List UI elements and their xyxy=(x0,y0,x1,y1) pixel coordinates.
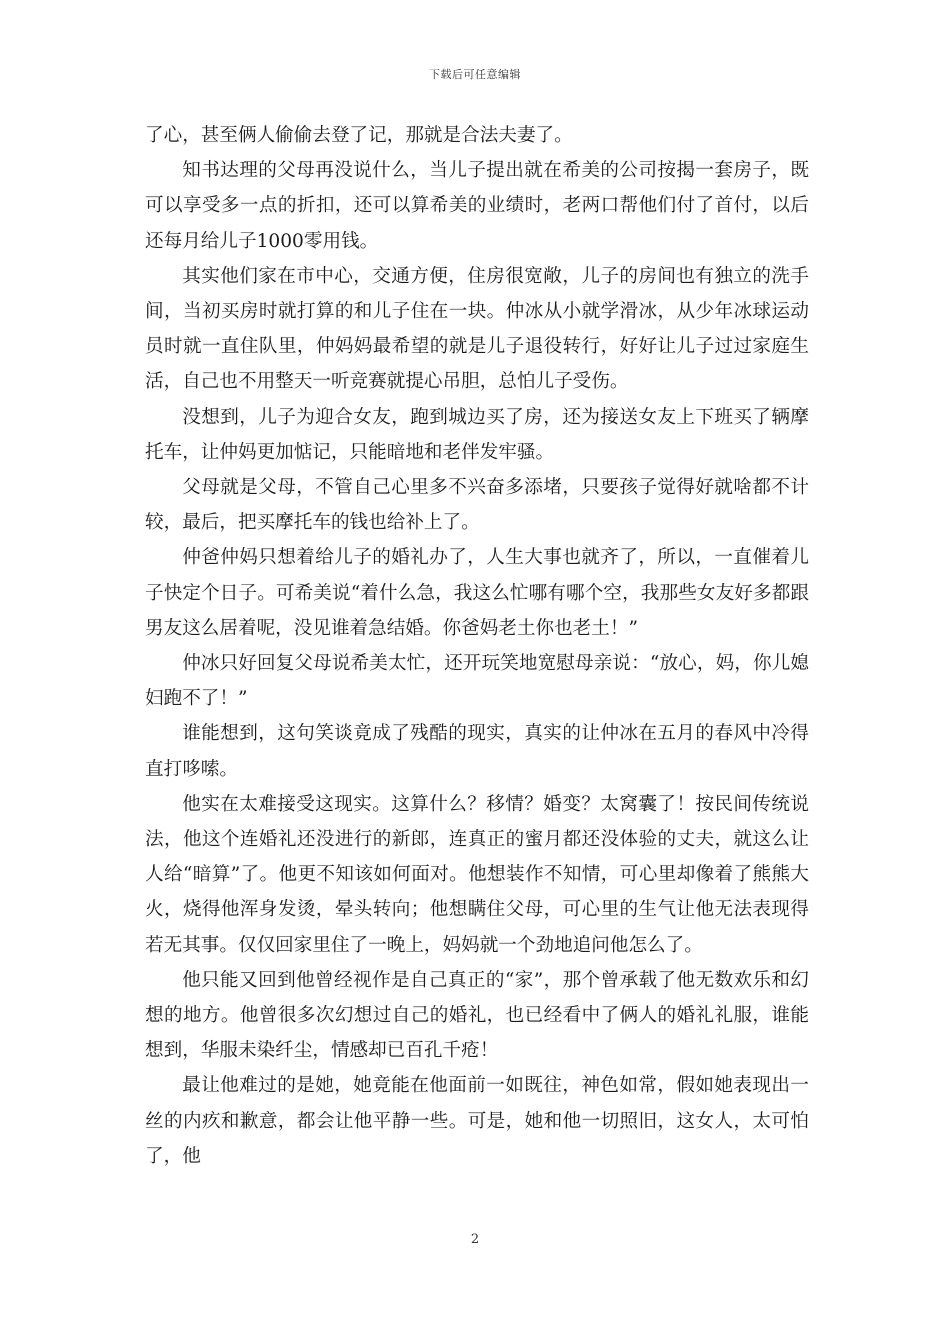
paragraph: 谁能想到，这句笑谈竟成了残酷的现实，真实的让仲冰在五月的春风中冷得直打哆嗦。 xyxy=(145,723,809,780)
paragraph: 知书达理的父母再没说什么，当儿子提出就在希美的公司按揭一套房子，既可以享受多一点的折扣，还可以算希美的业绩时，老两口帮他们付了首付，以后还每月给儿子1000零用钱。 xyxy=(145,160,809,252)
paragraph: 父母就是父母，不管自己心里多不兴奋多添堵，只要孩子觉得好就啥都不计较，最后，把买摩托车的钱也给补上了。 xyxy=(145,477,809,534)
paragraph-continued: 了心，甚至俩人偷偷去登了记，那就是合法夫妻了。 xyxy=(145,125,573,146)
page-number: 2 xyxy=(470,1232,480,1247)
paragraph: 他实在太难接受这现实。这算什么？移情？婚变？太窝囊了！按民间传统说法，他这个连婚礼还没进行的新郎，连真正的蜜月都还没体验的丈夫，就这么让人给“暗算”了。他更不知该如何面对。他想装作不知情，可心里却像着了熊熊大火，烧得他浑身发烫，晕头转向；他想瞒住父母，可心里的生气让他无法表现得若无其事。仅仅回家里住了一晚上，妈妈就一个劲地追问他怎么了。 xyxy=(145,793,809,956)
paragraph: 仲爸仲妈只想着给儿子的婚礼办了，人生大事也就齐了，所以，一直催着儿子快定个日子。可希美说“着什么急，我这么忙哪有哪个空，我那些女友好多都跟男友这么居着呢，没见谁着急结婚。你爸妈老土你也老土！” xyxy=(145,547,809,639)
paragraph: 他只能又回到他曾经视作是自己真正的“家”，那个曾承载了他无数欢乐和幻想的地方。他曾很多次幻想过自己的婚礼，也已经看中了俩人的婚礼礼服，谁能想到，华服未染纤尘，情感却已百孔千疮！ xyxy=(145,969,809,1062)
paragraph: 最让他难过的是她，她竟能在他面前一如既往，神色如常，假如她表现出一丝的内疚和歉意，都会让他平静一些。可是，她和他一切照旧，这女人，太可怕了，他 xyxy=(145,1075,809,1167)
paragraph: 仲冰只好回复父母说希美太忙，还开玩笑地宽慰母亲说：“放心，妈，你儿媳妇跑不了！” xyxy=(145,653,809,710)
page-header: 下载后可任意编辑 xyxy=(429,68,521,81)
document-body xyxy=(145,118,809,1174)
paragraph: 其实他们家在市中心，交通方便，住房很宽敞，儿子的房间也有独立的洗手间，当初买房时就打算的和儿子住在一块。仲冰从小就学滑冰，从少年冰球运动员时就一直住队里，仲妈妈最希望的就是儿子退役转行，好好让儿子过过家庭生活，自己也不用整天一听竞赛就提心吊胆，总怕儿子受伤。 xyxy=(145,265,809,393)
paragraph: 没想到，儿子为迎合女友，跑到城边买了房，还为接送女友上下班买了辆摩托车，让仲妈更加惦记，只能暗地和老伴发牢骚。 xyxy=(145,406,809,463)
